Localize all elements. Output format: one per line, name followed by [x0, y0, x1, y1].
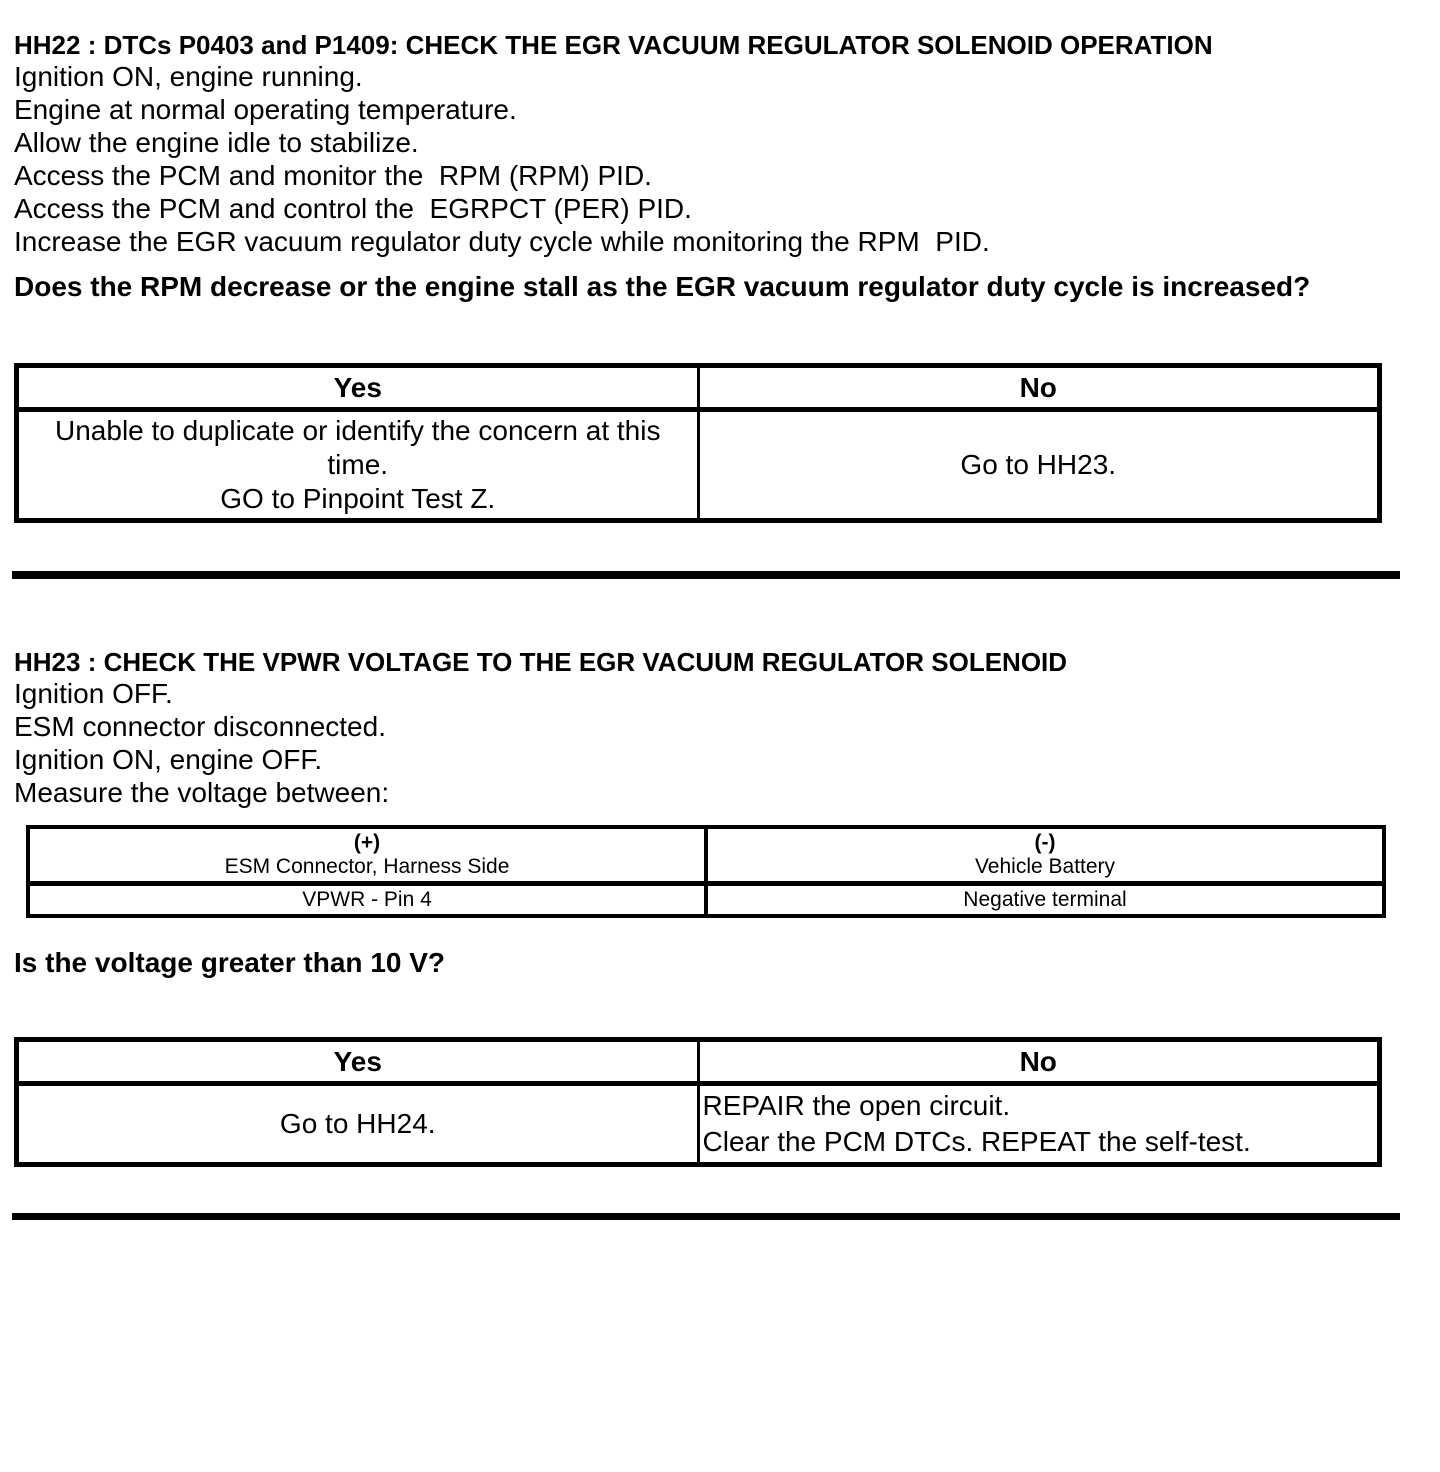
step-esm-disconnected: ESM connector disconnected. [14, 711, 386, 742]
section-title-hh23: HH23 : CHECK THE VPWR VOLTAGE TO THE EGR VACUUM REGULATOR SOLENOID [14, 647, 1068, 677]
step-measure-voltage: Measure the voltage between: [14, 777, 390, 808]
step-ignition-on: Ignition ON, engine running. [14, 61, 363, 92]
no-action-clear-dtcs: Clear the PCM DTCs. REPEAT the self-test. [702, 1126, 1251, 1157]
step-ignition-on-engine-off: Ignition ON, engine OFF. [14, 744, 323, 775]
negative-lead-header [706, 827, 1384, 884]
yes-column-header: Yes [17, 1040, 699, 1084]
minus-sign: (-) [1034, 831, 1056, 854]
minus-label: Vehicle Battery [974, 855, 1116, 878]
result-table-header-row [17, 1040, 1380, 1084]
step-monitor-rpm-pid: Access the PCM and monitor the RPM (RPM) PID. [14, 160, 652, 191]
section-title-hh22: HH22 : DTCs P0403 and P1409: CHECK THE EGR VACUUM REGULATOR SOLENOID OPERATION [14, 30, 1213, 60]
measurement-header-row [28, 827, 1384, 884]
plus-sign: (+) [353, 831, 381, 854]
yes-action-line: Unable to duplicate or identify the concern at this time. [55, 415, 661, 480]
plus-label: ESM Connector, Harness Side [224, 855, 510, 878]
no-column-header: No [698, 366, 1380, 410]
step-increase-duty-cycle: Increase the EGR vacuum regulator duty cycle while monitoring the RPM PID. [14, 226, 990, 257]
negative-point-cell: Negative terminal [706, 884, 1384, 917]
no-action-cell [698, 1084, 1380, 1165]
step-idle-stabilize: Allow the engine idle to stabilize. [14, 127, 419, 158]
question-hh23: Is the voltage greater than 10 V? [14, 947, 446, 978]
no-action-repair: REPAIR the open circuit. [702, 1090, 1011, 1121]
result-table-hh23 [14, 1037, 1382, 1167]
question-hh22: Does the RPM decrease or the engine stall as the EGR vacuum regulator duty cycle is increased? [14, 271, 1311, 302]
yes-action-cell [17, 410, 699, 521]
step-normal-temp: Engine at normal operating temperature. [14, 94, 517, 125]
result-table-body-row [17, 410, 1380, 521]
result-table-header-row [17, 366, 1380, 410]
positive-lead-header [28, 827, 706, 884]
no-action-cell: Go to HH23. [698, 410, 1380, 521]
positive-point-cell: VPWR - Pin 4 [302, 888, 432, 911]
voltage-measurement-table [26, 825, 1386, 918]
section-divider [12, 571, 1400, 579]
no-column-header: No [698, 1040, 1380, 1084]
section-divider [12, 1213, 1400, 1220]
section-hh22 [14, 30, 1440, 579]
result-table-body-row [17, 1084, 1380, 1165]
section-hh23 [14, 647, 1440, 1220]
yes-action-goto: GO to Pinpoint Test Z. [220, 483, 496, 514]
yes-column-header: Yes [17, 366, 699, 410]
step-control-egrpct-pid: Access the PCM and control the EGRPCT (PER) PID. [14, 193, 692, 224]
result-table-hh22 [14, 363, 1382, 523]
yes-action-cell: Go to HH24. [279, 1108, 436, 1139]
measurement-body-row [28, 884, 1384, 917]
step-ignition-off: Ignition OFF. [14, 678, 173, 709]
